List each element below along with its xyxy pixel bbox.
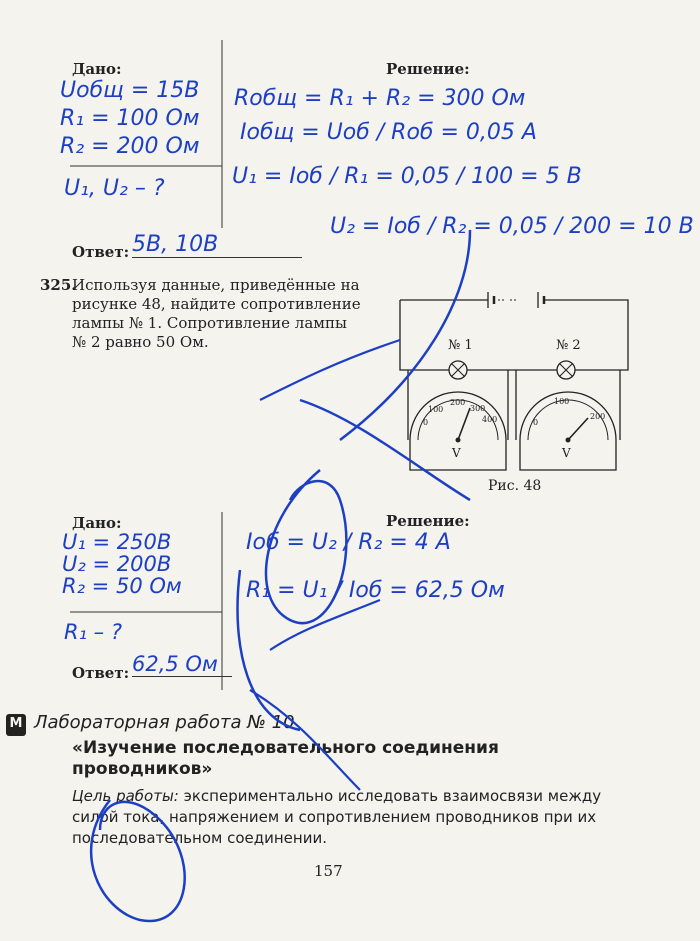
given2-line-2: U₂ = 200В [62,552,172,576]
lab-icon: М [9,716,23,731]
meter1-tick: 0 [423,418,429,427]
solution-label-2: Решение: [386,512,470,530]
given-line-1: Uобщ = 15В [60,78,200,103]
solution-line-3: U₁ = Iоб / R₁ = 0,05 / 100 = 5 В [232,164,582,189]
answer-value-2: 62,5 Ом [132,652,232,677]
given2-line-1: U₁ = 250В [62,530,172,554]
meter1-tick: 300 [470,404,486,413]
meter1-tick: 400 [482,415,498,424]
answer-label-2: Ответ: [72,664,130,682]
answer-value-1: 5В, 10В [132,232,302,258]
given2-line-3: R₂ = 50 Ом [62,574,182,598]
lab-subtitle-line: «Изучение последовательного соединения [72,738,499,758]
lamp1-label: № 1 [448,338,473,353]
meter2-tick: 0 [533,418,539,427]
problem-text-line: рисунке 48, найдите сопротивление [72,295,361,313]
meter1-tick: 100 [428,405,444,414]
meter2-tick: 200 [590,412,606,421]
lab-subtitle-line: проводников» [72,759,213,779]
lab-title: Лабораторная работа № 10 [34,712,295,733]
find2-line: R₁ – ? [64,620,123,644]
lab-goal-text: последовательном соединении. [72,829,327,847]
figure-caption: Рис. 48 [488,478,542,494]
given-line-3: R₂ = 200 Ом [60,134,200,159]
meter1-tick: 200 [450,398,466,407]
page-number: 157 [314,862,343,880]
solution2-line-1: Iоб = U₂ / R₂ = 4 А [246,530,451,555]
given-label-1: Дано: [72,60,122,78]
solution-line-2: Iобщ = Uоб / Rоб = 0,05 А [240,120,537,145]
lab-goal-text: силой тока, напряжением и сопротивлением проводников при их [72,808,597,826]
lab-goal-label: Цель работы: [72,787,179,805]
solution-label-1: Решение: [386,60,470,78]
solution-line-1: Rобщ = R₁ + R₂ = 300 Ом [234,86,526,111]
answer-label-1: Ответ: [72,243,130,261]
given-label-2: Дано: [72,514,122,532]
solution2-line-2: R₁ = U₁ / Iоб = 62,5 Ом [246,578,505,603]
problem-text-line: лампы № 1. Сопротивление лампы [72,314,347,332]
lab-goal-text: экспериментально исследовать взаимосвязи между [178,787,602,805]
problem-number: 325. [40,276,77,294]
given-line-2: R₁ = 100 Ом [60,106,200,131]
problem-text-line: № 2 равно 50 Ом. [72,333,209,351]
meter1-symbol: V [452,446,461,460]
meter2-symbol: V [562,446,571,460]
find-line-1: U₁, U₂ – ? [64,176,165,201]
lamp2-label: № 2 [556,338,581,353]
solution-line-4: U₂ = Iоб / R₂ = 0,05 / 200 = 10 В [330,214,694,239]
meter2-tick: 100 [554,397,570,406]
problem-text-line: Используя данные, приведённые на [72,276,360,294]
